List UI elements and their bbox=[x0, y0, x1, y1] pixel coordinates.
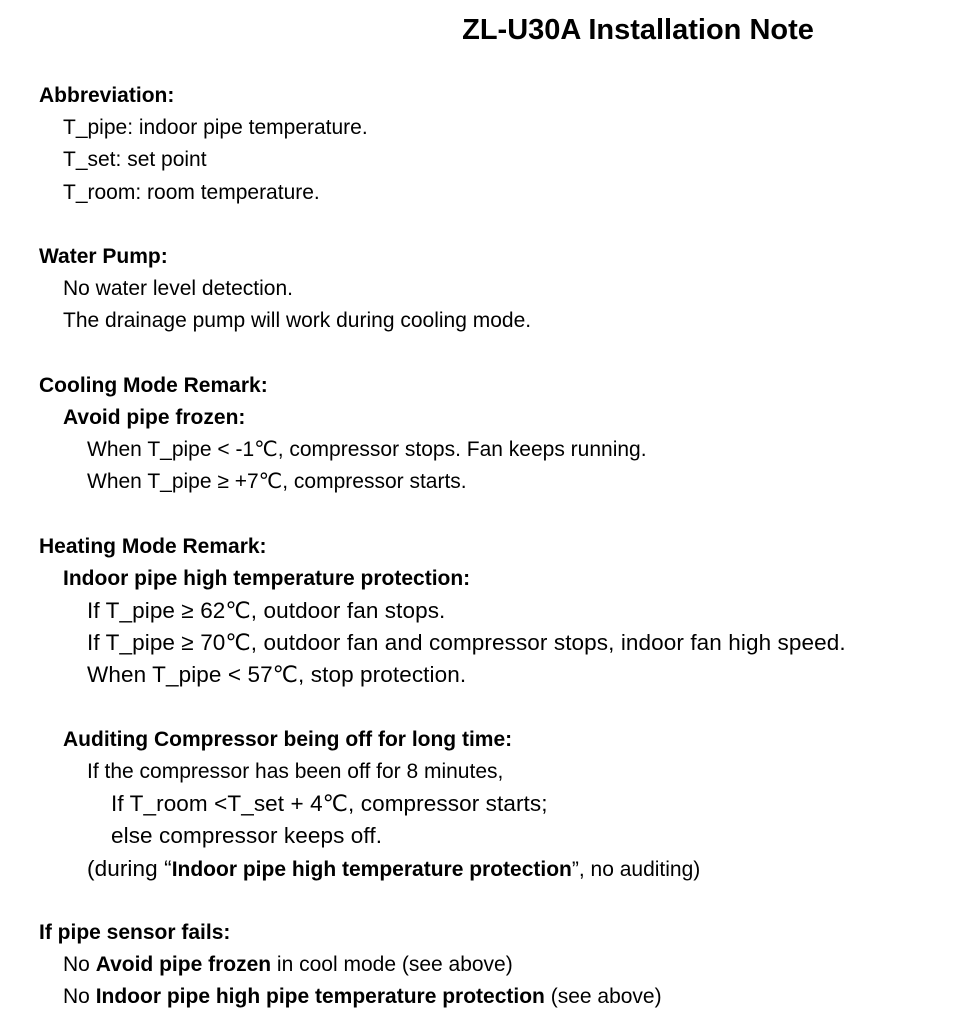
abbreviation-item: T_set: set point bbox=[63, 148, 207, 172]
protection-rule: When T_pipe < 57℃, stop protection. bbox=[87, 662, 467, 688]
protection-rule: If T_pipe ≥ 62℃, outdoor fan stops. bbox=[87, 598, 446, 623]
auditing-subheading: Auditing Compressor being off for long time: bbox=[63, 727, 513, 751]
auditing-condition: If the compressor has been off for 8 minutes, bbox=[87, 759, 504, 783]
abbreviation-heading: Abbreviation: bbox=[39, 84, 175, 107]
cooling-rule: When T_pipe < -1℃, compressor stops. Fan keeps running. bbox=[87, 438, 647, 462]
water-pump-item: No water level detection. bbox=[63, 277, 293, 301]
auditing-note-bold: Indoor pipe high temperature protection bbox=[171, 857, 572, 881]
auditing-branch: else compressor keeps off. bbox=[111, 823, 383, 849]
sensor-fail-prefix: No bbox=[63, 953, 96, 977]
protection-subheading: Indoor pipe high temperature protection: bbox=[63, 566, 471, 590]
note-body bbox=[0, 80, 971, 1013]
avoid-pipe-frozen-subheading: Avoid pipe frozen: bbox=[63, 405, 246, 429]
sensor-fail-prefix: No bbox=[63, 985, 96, 1009]
page-title: ZL-U30A Installation Note bbox=[462, 14, 814, 46]
water-pump-item: The drainage pump will work during cooling mode. bbox=[63, 309, 532, 333]
sensor-fail-line bbox=[0, 981, 971, 1013]
auditing-note-suffix: ”, no auditing) bbox=[571, 857, 701, 881]
sensor-fail-suffix: in cool mode (see above) bbox=[271, 953, 513, 977]
heating-mode-heading: Heating Mode Remark: bbox=[39, 534, 267, 558]
sensor-fail-bold: Avoid pipe frozen bbox=[95, 953, 272, 977]
sensor-fail-bold: Indoor pipe high pipe temperature protection bbox=[95, 985, 545, 1009]
abbreviation-item: T_pipe: indoor pipe temperature. bbox=[63, 116, 368, 140]
sensor-fail-heading: If pipe sensor fails: bbox=[39, 920, 231, 944]
abbreviation-item: T_room: room temperature. bbox=[63, 180, 320, 204]
protection-rule: If T_pipe ≥ 70℃, outdoor fan and compressor stops, indoor fan high speed. bbox=[87, 630, 846, 656]
sensor-fail-line bbox=[0, 949, 971, 981]
auditing-branch: If T_room <T_set + 4℃, compressor starts; bbox=[111, 791, 548, 817]
sensor-fail-suffix: (see above) bbox=[544, 985, 662, 1009]
cooling-mode-heading: Cooling Mode Remark: bbox=[39, 373, 268, 397]
auditing-note bbox=[0, 853, 971, 885]
cooling-rule: When T_pipe ≥ +7℃, compressor starts. bbox=[87, 470, 467, 494]
auditing-note-prefix: (during “ bbox=[87, 855, 172, 881]
water-pump-heading: Water Pump: bbox=[39, 244, 168, 268]
